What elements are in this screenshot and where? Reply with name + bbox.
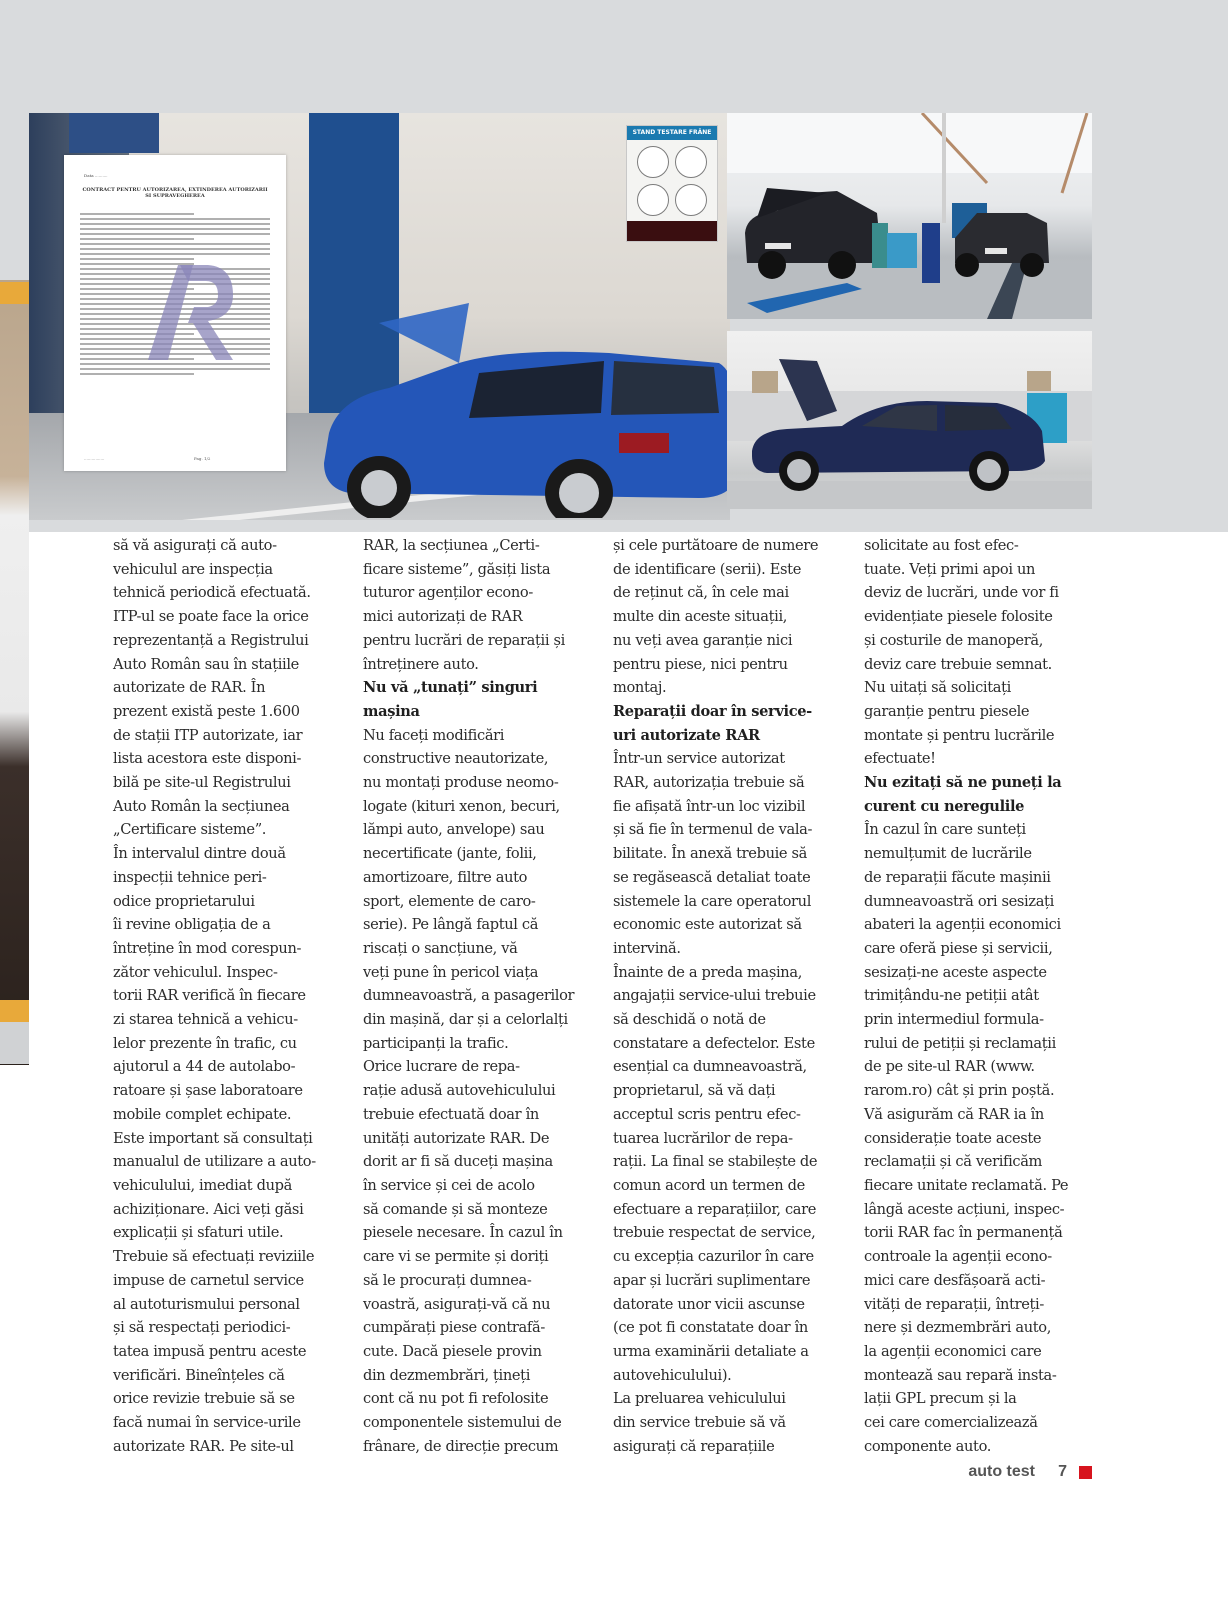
document-date-label: Data .......... [84,173,108,178]
document-footer [84,456,264,461]
section-heading-report-irregularities: Nu ezitați să ne puneți la curent cu neregulile [864,774,1062,815]
rar-watermark-logo [138,255,238,365]
paragraph: Nu faceți modificări constructive neautorizate, nu montați produse neomo- logate (kituri xenon, becuri, lămpi auto, anvelope) sau necertificate (jante, folii, amortizoare, filtre auto sport, elemente de caro- serie). Pe lângă faptul că riscați o sancțiune, vă veți pune în pericol viața dumneavoastră, a pasagerilor din mașină, dar și a celorlalți participanți la trafic. Orice lucrare de repa- rație adusă autovehiculului trebuie efectuată doar în unități autorizate RAR. De dorit ar fi să duceți mașina în service și cei de acolo să comande și să monteze piesele necesare. În cazul în care vi se permite și doriți să le procurați dumnea- voastră, asigurați-vă că nu cumpărați piese contrafă- cute. Dacă piesele provin din dezmembrări, țineți cont că nu pot fi refolosite componentele sistemului de frânare, de direcție precum [363,726,575,1455]
edge-orange-bar-top [0,282,29,304]
photo-window [69,113,159,153]
section-heading-authorized-repairs: Reparații doar în service- uri autorizate RAR [613,702,812,744]
paragraph: să vă asigurați că auto- vehiculul are inspecția tehnică periodică efectuată. ITP-ul se poate face la orice reprezentanță a Registrului Auto Român sau în stațiile autorizate de RAR. În prezent există peste 1.600 de stații ITP autorizate, iar lista acestora este disponi- bilă pe site-ul Registrului Auto Român la secțiunea „Certificare sisteme”. În intervalul dintre două inspecții tehnice peri- odice proprietarului îi revine obligația de a întreține în mod corespun- zător vehiculul. Inspec- torii RAR verifică în fiecare zi starea tehnică a vehicu- lelor prezente în trafic, cu ajutorul a 44 de autolabo- ratoare și șase laboratoare mobile complet echipate. Este important să consultați manualul de utilizare a auto- vehiculului, imediat după achiziționare. Aici veți găsi explicații și sfaturi utile. Trebuie să efectuați reviziile impuse de carnetul service al autoturismului personal și să respectați periodici- tatea impusă pentru aceste verificări. Bineînțeles că orice revizie trebuie să se facă numai în service-urile autorizate RAR. Pe site-ul [113,537,316,1455]
gauge-dial [675,146,707,178]
paragraph: Într-un service autorizat RAR, autorizația trebuie să fie afișată într-un loc vizibil și să fie în termenul de vala- bilitate. În anexă trebuie să se regăsească detaliat toate sistemele la care operatorul economic este autorizat să intervină. Înainte de a preda mașina, angajații service-ului trebuie să deschidă o notă de constatare a defectelor. Este esențial ca dumneavoastră, proprietarul, să vă dați acceptul scris pentru efec- tuarea lucrărilor de repa- rații. La final se stabilește de comun acord un termen de efectuare a reparațiilor, care trebuie respectat de service, cu excepția cazurilor în care apar și lucrări suplimentare datorate unor vicii ascunse (ce pot fi constatate doar în urma examinării detaliate a autovehiculului). La preluarea vehiculului din service trebuie să vă asigurați că reparațiile [613,750,818,1455]
page-footer [900,1463,1095,1487]
photo-car-exhaust-test [727,331,1092,509]
gauge-panel-label: STAND TESTARE FRÂNE [627,126,717,140]
section-heading-tuning: Nu vă „tunați” singuri mașina [363,679,538,720]
page-number: 7 [1058,1463,1067,1480]
paragraph: și cele purtătoare de numere de identificare (serii). Este de reținut că, în cele mai multe din aceste situații, nu veți avea garanție nici pentru piese, nici pentru montaj. [613,537,819,697]
blue-hatchback-car [319,303,730,518]
contract-document-image [64,155,286,471]
paragraph: solicitate au fost efec- tuate. Veți primi apoi un deviz de lucrări, unde vor fi evidențiate piesele folosite și costurile de manoperă, deviz care trebuie semnat. Nu uitați să solicitați garanție pentru piesele montate și pentru lucrările efectuate! [864,537,1059,768]
photo-workshop-inspection [727,113,1092,319]
brake-test-gauge-panel [626,125,718,242]
exhaust-test-scene [727,331,1092,509]
gauge-dial [637,184,669,216]
gauge-led-display [627,221,717,241]
document-title: CONTRACT PENTRU AUTORIZAREA, EXTINDEREA AUTORIZARII SI SUPRAVEGHEREA [82,187,268,199]
document-footer-left: ................ [84,456,105,461]
gauge-dial [675,184,707,216]
edge-orange-bar-bottom [0,1000,29,1022]
red-square-marker-icon [1079,1466,1092,1479]
gauge-dial [637,146,669,178]
article-column-2 [363,534,601,1458]
paragraph: RAR, la secțiunea „Certi- ficare sisteme”, găsiți lista tuturor agenților econo- mici autorizați de RAR pentru lucrări de reparații și întreținere auto. [363,537,565,673]
article-column-1 [113,534,351,1458]
article-column-3 [613,534,851,1458]
edge-gray-bar [0,1022,29,1064]
workshop-scene [727,113,1092,319]
previous-page-edge [0,280,29,1065]
paragraph: În cazul în care sunteți nemulțumit de lucrările de reparații făcute mașinii dumneavoastră ori sesizați abateri la agenții economici care oferă piese și servicii, sesizați-ne aceste aspecte trimițându-ne petiții atât prin intermediul formula- rului de petiții și reclamații de pe site-ul RAR (www. rarom.ro) cât și prin poștă. Vă asigurăm că RAR ia în considerație toate aceste reclamații și că verificăm fiecare unitate reclamată. Pe lângă aceste acțiuni, inspec- torii RAR fac în permanență controale la agenții econo- mici care desfășoară acti- vități de reparații, întreți- nere și dezmembrări auto, la agenții economici care montează sau repară insta- lații GPL precum și la cei care comercializează componente auto. [864,821,1069,1455]
article-column-4 [864,534,1102,1458]
publication-name: auto test [968,1463,1035,1480]
document-page-number: Pag. 1/2 [194,456,211,461]
